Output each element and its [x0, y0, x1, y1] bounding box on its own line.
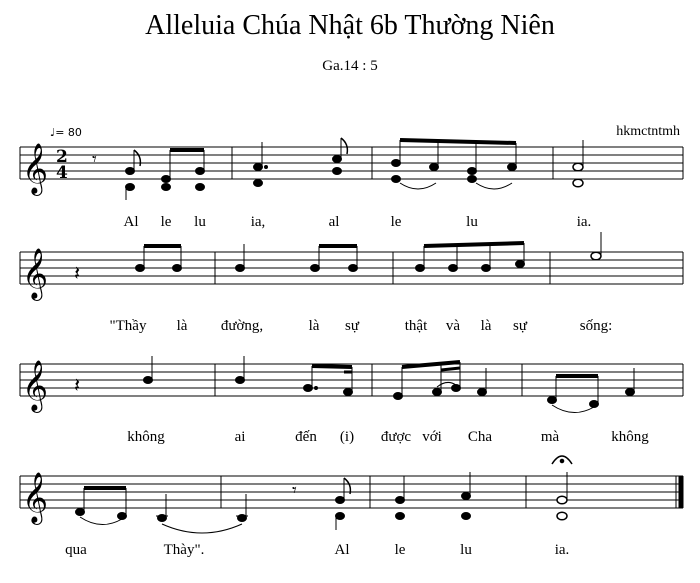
eighth-rest: 𝄾 [92, 149, 97, 170]
lyrics-system-1 [124, 214, 592, 230]
treble-clef: 𝄞 [22, 248, 49, 299]
time-signature-top: 2 [56, 147, 68, 167]
notes-system-2 [74, 232, 601, 285]
lyric-syllable: đến [295, 429, 317, 445]
lyric-syllable: ia, [250, 214, 266, 230]
song-title: Alleluia Chúa Nhật 6b Thường Niên [145, 10, 555, 41]
lyric-syllable: sự [345, 318, 359, 334]
lyric-syllable: al [328, 214, 340, 230]
lyrics-system-4 [65, 542, 569, 558]
scripture-reference: Ga.14 : 5 [322, 58, 378, 74]
lyrics-system-3 [127, 429, 649, 445]
time-signature-bottom: 4 [56, 163, 68, 183]
treble-clef: 𝄞 [22, 143, 49, 194]
lyrics-system-2 [110, 318, 613, 334]
lyric-syllable: không [611, 429, 649, 445]
lyric-syllable: le [390, 214, 402, 230]
lyric-syllable: (i) [339, 429, 355, 445]
lyric-syllable: ai [234, 429, 246, 445]
lyric-syllable: lu [460, 542, 472, 558]
eighth-rest: 𝄾 [292, 480, 297, 501]
staff-system-4 [20, 476, 683, 508]
lyric-syllable: là [480, 318, 492, 334]
lyric-syllable: là [308, 318, 320, 334]
lyric-syllable: ia. [576, 214, 592, 230]
lyric-syllable: lu [194, 214, 206, 230]
lyric-syllable: sự [513, 318, 527, 334]
composer-credit: hkmctntmh [616, 124, 680, 139]
treble-clef: 𝄞 [22, 472, 49, 523]
quarter-rest: 𝄽 [74, 373, 81, 397]
lyric-syllable: với [422, 429, 442, 445]
lyric-syllable: được [380, 429, 412, 445]
lyric-syllable: qua [65, 542, 87, 558]
lyric-syllable: le [160, 214, 172, 230]
lyric-syllable: mà [540, 429, 560, 445]
lyric-syllable: "Thầy [109, 318, 147, 334]
lyric-syllable: Al [123, 214, 139, 230]
treble-clef: 𝄞 [22, 360, 49, 411]
lyric-syllable: thật [404, 318, 428, 334]
tempo-value: = 80 [55, 126, 82, 139]
lyric-syllable: đường, [220, 318, 264, 334]
quarter-rest: 𝄽 [74, 261, 81, 285]
staff-system-1 [20, 147, 683, 179]
lyric-syllable: ia. [554, 542, 570, 558]
lyric-syllable: là [176, 318, 188, 334]
tempo-marking: ♩= 80 [50, 126, 82, 139]
lyric-syllable: Thày". [163, 542, 205, 558]
lyric-syllable: và [445, 318, 461, 334]
lyric-syllable: Cha [467, 429, 493, 445]
lyric-syllable: không [127, 429, 165, 445]
lyric-syllable: lu [466, 214, 478, 230]
notes-system-4 [76, 456, 573, 533]
staff-lines [20, 147, 683, 179]
lyric-syllable: le [394, 542, 406, 558]
lyric-syllable: Al [334, 542, 350, 558]
lyric-syllable: sống: [579, 318, 613, 334]
